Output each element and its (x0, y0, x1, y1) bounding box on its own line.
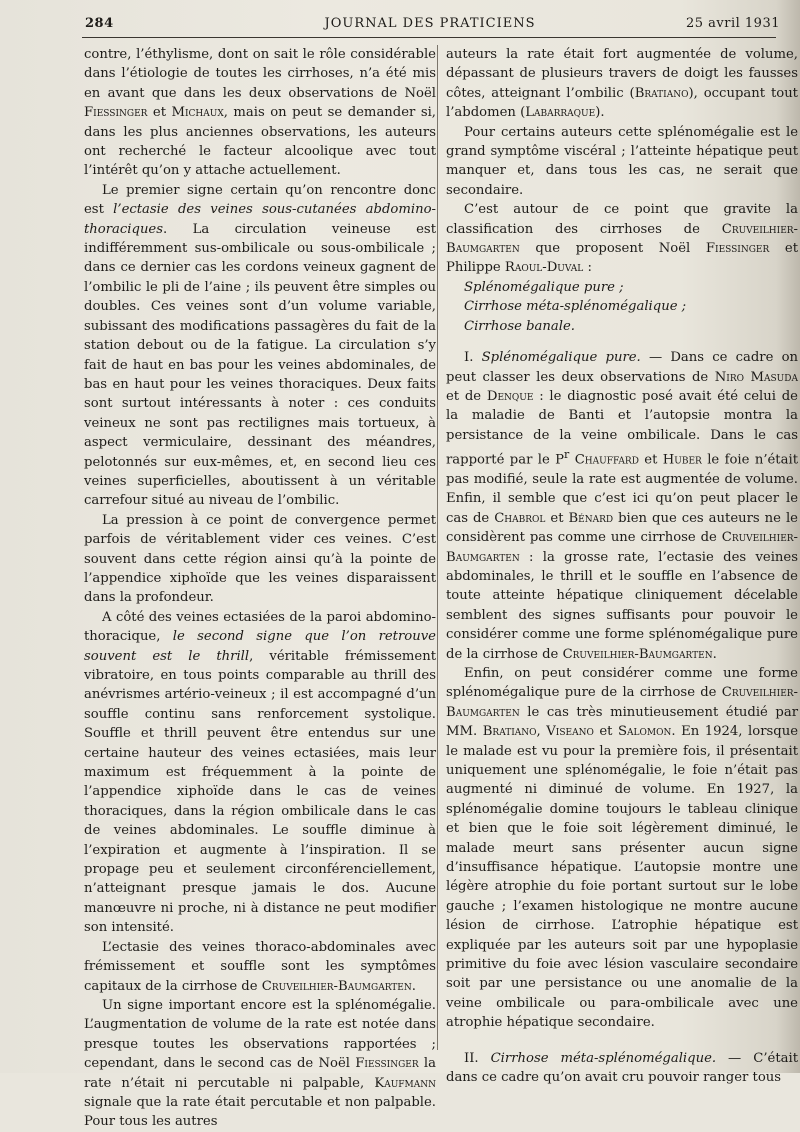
text-run: Un signe important encore est la splénomégalie. L’augmentation de volume de la rate est notée dans presque toutes les observations rapportées ; cependant, dans le second cas de Noël (84, 997, 436, 1072)
italic-text: Splénomégalique pure ; (464, 279, 624, 295)
author-name: Viseano (546, 724, 594, 740)
column-divider (437, 45, 438, 1050)
text-run: bien que ces auteurs ne le considèrent pas comme une cirrhose de (446, 510, 798, 546)
italic-text: Cirrhose banale. (464, 318, 575, 334)
text-run: : le diagnostic posé avait été celui de la maladie de Banti et l’autopsie montra la persistance de la veine ombilicale. Dans le cas rapporté par le P (446, 388, 798, 468)
issue-date: 25 avril 1931 (685, 16, 780, 31)
author-name: Labarraque (525, 105, 596, 121)
text-run: signale que la rate était percutable et non palpable. Pour tous les autres (84, 1094, 436, 1130)
text-run: L’ectasie des veines thoraco-abdominales avec frémissement et souffle sont les symptômes capitaux de la cirrhose de (84, 939, 436, 994)
author-name: Fiessinger (84, 105, 148, 121)
text-run: — C’était dans ce cadre qu’on avait cru pouvoir ranger tous (446, 1050, 798, 1086)
italic-text: le second signe que l’on retrouve souvent est le thrill (84, 629, 436, 664)
author-name: Cruveilhier-Baumgarten (562, 646, 713, 662)
paragraph (464, 278, 798, 297)
author-name: Bénard (568, 510, 614, 526)
paragraph (446, 348, 798, 664)
author-name: Salomon (618, 724, 672, 740)
author-name: Fiessinger (355, 1056, 419, 1072)
text-run: — Dans ce cadre on peut classer les deux observations de (446, 350, 799, 385)
paragraph (84, 45, 436, 181)
text-run: le foie n’était pas modifié, seule la rate est augmentée de volume. Enfin, il semble que c’est ici qu’on peut placer le cas de (446, 452, 798, 526)
left-column (84, 45, 436, 1130)
author-name: Denque (486, 388, 534, 404)
text-run: et (593, 724, 619, 740)
author-name: Cruveilhier-Baumgarten (446, 685, 798, 720)
text-run: . (712, 646, 717, 662)
paragraph (446, 45, 798, 123)
text-run: r (564, 448, 570, 462)
paragraph (446, 1049, 798, 1088)
author-name: Michaux (171, 105, 224, 121)
author-name: Niro Masuda (714, 369, 798, 385)
header-rule (82, 37, 776, 38)
text-run: , (536, 724, 547, 740)
author-name: Chauffard (574, 452, 639, 468)
author-name: Cruveilhier-Baumgarten (261, 978, 412, 994)
italic-text: l’ectasie des veines sous-cutanées abdomino-thoraciques (84, 202, 436, 237)
author-name: Bratiano (482, 724, 537, 740)
paragraph (84, 511, 436, 608)
page-number: 284 (85, 16, 114, 31)
text-run: contre, l’éthylisme, dont on sait le rôle considérable dans l’étiologie de toutes les cirrhoses, n’a été mis en avant que dans les deux observations de Noël (84, 47, 436, 101)
text-run: ). (595, 105, 605, 121)
author-name: Kaufmann (374, 1075, 436, 1091)
text-run: La pression à ce point de convergence permet parfois de véritablement vider ces veines. C’est souvent dans cette région ainsi qu’à la pointe de l’appendice xiphoïde que les veines disparaissent dans la profondeur. (84, 512, 436, 606)
text-run: C’est autour de ce point que gravite la classification des cirrhoses de (446, 202, 798, 237)
text-run: Le premier signe certain qu’on rencontre donc est (84, 182, 436, 218)
paragraph (446, 123, 798, 201)
text-run: que proposent Noël (519, 241, 706, 257)
page-header (80, 10, 780, 34)
author-name: Chabrol (494, 510, 546, 526)
author-name: Fiessinger (705, 241, 770, 257)
paragraph (446, 200, 798, 278)
paragraph (84, 608, 436, 938)
text-run: Pour certains auteurs cette splénomégalie est le grand symptôme viscéral ; l’atteinte hépatique peut manquer et, dans tous les cas, ne serait que secondaire. (446, 124, 798, 198)
paragraph (464, 317, 798, 336)
text-run: ), occupant tout l’abdomen ( (446, 85, 798, 121)
text-run: et Philippe (446, 241, 798, 276)
text-run: : (583, 260, 592, 276)
author-name: Bratiano (634, 85, 689, 101)
text-run: , mais on peut se demander si, dans les plus anciennes observations, les auteurs ont recherché le facteur alcoolique avec tout l’intérêt qu’on y attache actuellement. (84, 105, 436, 179)
text-run: A côté des veines ectasiées de la paroi abdomino-thoracique, (84, 609, 436, 645)
text-run: : la grosse rate, l’ectasie des veines abdominales, le thrill et le souffle en l’absence de toute atteinte hépatique cliniquement décelable semblent des signes suffisants pour pouvoir le considérer comme une forme splénomégalique pure de la cirrhose de (446, 549, 798, 662)
text-run: . En 1924, lorsque le malade est vu pour la première fois, il présentait uniquement une splénomégalie, le foie n’était pas augmenté ni diminué de volume. En 1927, la splénomégalie domine toujours le tableau clinique et bien que le foie soit légèrement diminué, le malade meurt sans présenter aucun signe d’insuffisance hépatique. L’autopsie montre une légère atrophie du foie portant surtout sur le lobe gauche ; l’examen histologique ne montre aucune lésion de cirrhose. L’atrophie hépatique est expliquée par les auteurs soit par une hypoplasie primitive du foie avec lésion vasculaire secondaire soit par une persistance ou une anomalie de la veine ombilicale ou para-ombilicale avec une atrophie hépatique secondaire. (446, 724, 799, 1031)
paragraph (84, 938, 436, 996)
right-column (446, 45, 799, 1086)
text-run: auteurs la rate était fort augmentée de volume, dépassant de plusieurs travers de doigt les fausses côtes, atteignant l’ombilic ( (446, 47, 798, 101)
italic-text: Cirrhose méta-splénomégalique. (490, 1050, 717, 1066)
author-name: Huber (662, 452, 702, 468)
text-run: . (411, 978, 416, 994)
text-run: et de (446, 388, 487, 404)
text-run: et (638, 452, 663, 468)
text-run: la rate n’était ni percutable ni palpable, (84, 1056, 436, 1091)
text-run: I. (464, 350, 482, 366)
text-run: Enfin, on peut considérer comme une forme splénomégalique pure de la cirrhose de (446, 665, 798, 701)
text-run: , véritable frémissement vibratoire, en tous points comparable au thrill des anévrismes artério-veineux ; il est accompagné d’un souffle continu sans renforcement systolique. Souffle et thrill peuvent être entendus sur une certaine hauteur des veines ectasiées, mais leur maximum est fréquemment à la pointe de l’appendice xiphoïde dans le cas de veines thoraciques, dans la région ombilicale dans le cas de veines abdominales. Le souffle diminue à l’expiration et augmente à l’inspiration. Il se propage peu et seulement circonférenciellement, n’atteignant presque jamais le dos. Aucune manœuvre ni proche, ni à distance ne peut modifier son intensité. (84, 648, 436, 936)
paragraph (464, 297, 798, 316)
text-run: . La circulation veineuse est indifféremment sus-ombilicale ou sous-ombilicale ; dans ce dernier cas les cordons veineux gagnent de l’ombilic le pli de l’aine ; ils peuvent être simples ou doubles. Ces veines sont d’un volume variable, subissant des modifications passagères du fait de la station debout ou de la fatigue. La circulation s’y fait de haut en bas pour les veines abdominales, de bas en haut pour les veines thoraciques. Deux faits sont surtout intéressants à noter : ces conduits veineux ne sont pas rectilignes mais tortueux, à aspect vermiculaire, dessinant des méandres, pelotonnés sur eux-mêmes, et, en second lieu ces veines superficielles, aboutissent à un véritable carrefour situé au niveau de l’ombilic. (84, 221, 436, 509)
text-run: II. (464, 1050, 491, 1066)
paragraph (446, 664, 798, 1033)
author-name: Cruveilhier-Baumgarten (446, 221, 798, 257)
text-run: et (545, 510, 569, 526)
italic-text: Splénomégalique pure. (481, 350, 641, 366)
paragraph (84, 996, 436, 1132)
text-run: et (147, 105, 172, 121)
text-run: le cas très minutieusement étudié par MM. (446, 704, 798, 740)
journal-title: JOURNAL DES PRATICIENS (324, 16, 536, 31)
paragraph (84, 181, 436, 511)
author-name: Raoul-Duval (504, 260, 584, 276)
author-name: Cruveilhier-Baumgarten (446, 530, 798, 565)
italic-text: Cirrhose méta-splénomégalique ; (464, 299, 687, 315)
